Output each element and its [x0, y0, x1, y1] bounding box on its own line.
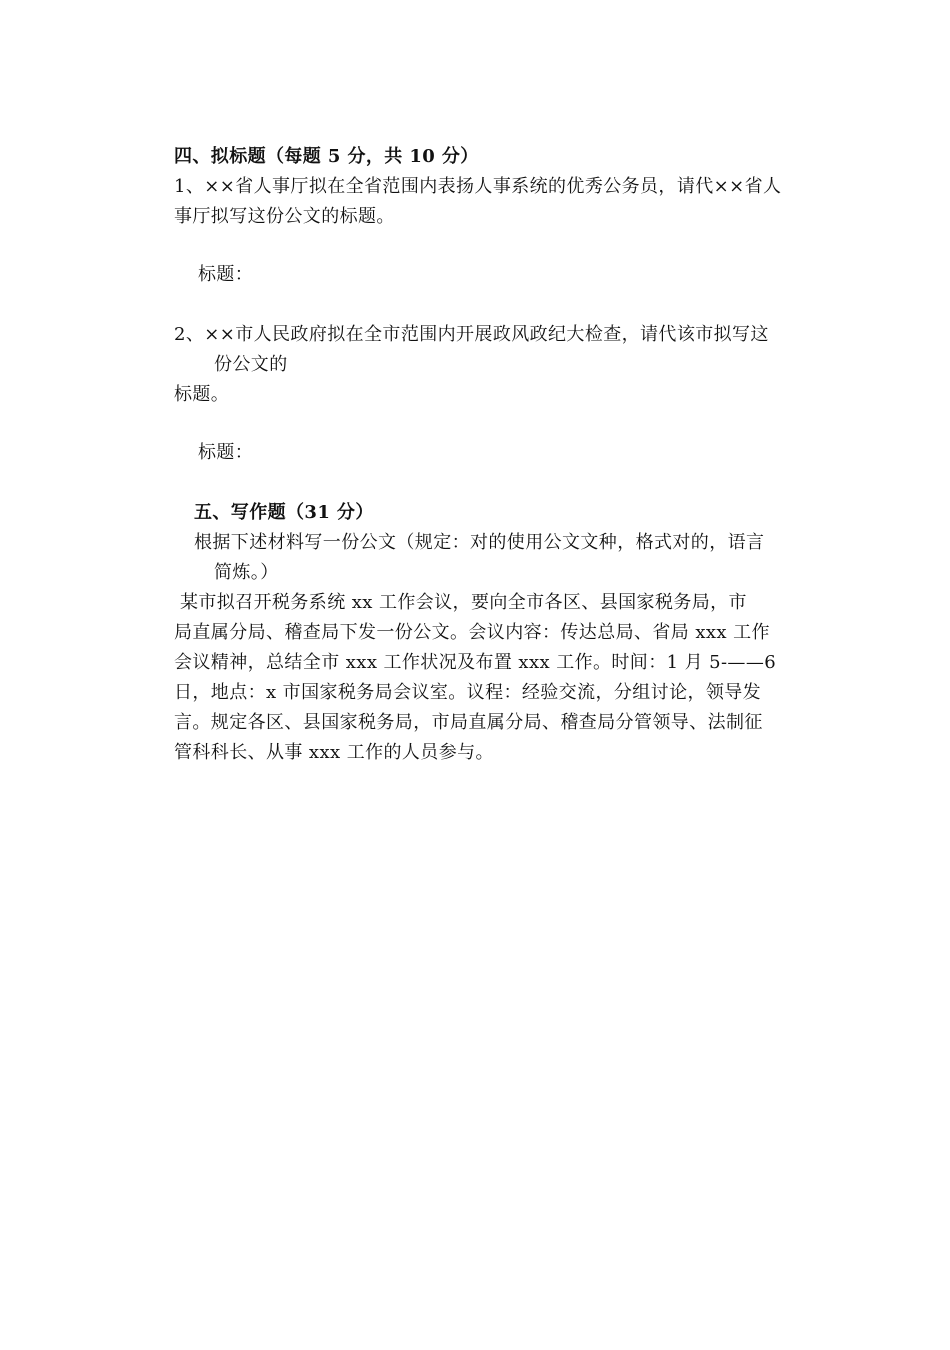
writing-instruction-line-2: 简炼。） [214, 562, 279, 583]
material-line-4: 日，地点：x 市国家税务局会议室。议程：经验交流，分组讨论，领导发 [174, 682, 762, 703]
question-2-line-1: 2、××市人民政府拟在全市范围内开展政风政纪大检查，请代该市拟写这 [174, 324, 769, 345]
section-four-heading: 四、拟标题（每题 5 分，共 10 分） [174, 146, 479, 167]
question-2-answer-label: 标题： [198, 442, 254, 463]
material-line-6: 管科科长、从事 xxx 工作的人员参与。 [174, 742, 494, 763]
material-line-1: 某市拟召开税务系统 xx 工作会议，要向全市各区、县国家税务局，市 [180, 592, 747, 613]
question-2-line-3: 标题。 [174, 384, 230, 405]
material-line-2: 局直属分局、稽查局下发一份公文。会议内容：传达总局、省局 xxx 工作 [174, 622, 770, 643]
material-line-5: 言。规定各区、县国家税务局，市局直属分局、稽查局分管领导、法制征 [174, 712, 763, 733]
question-1-line-2: 事厅拟写这份公文的标题。 [174, 206, 395, 227]
writing-instruction-line-1: 根据下述材料写一份公文（规定：对的使用公文文种，格式对的，语言 [194, 532, 765, 553]
question-1-answer-label: 标题： [198, 264, 254, 285]
question-2-line-2: 份公文的 [214, 354, 288, 375]
question-1-line-1: 1、××省人事厅拟在全省范围内表扬人事系统的优秀公务员，请代××省人 [174, 176, 782, 197]
section-five-heading: 五、写作题（31 分） [194, 502, 374, 523]
material-line-3: 会议精神，总结全市 xxx 工作状况及布置 xxx 工作。时间：1 月 5-——6 [174, 652, 777, 673]
